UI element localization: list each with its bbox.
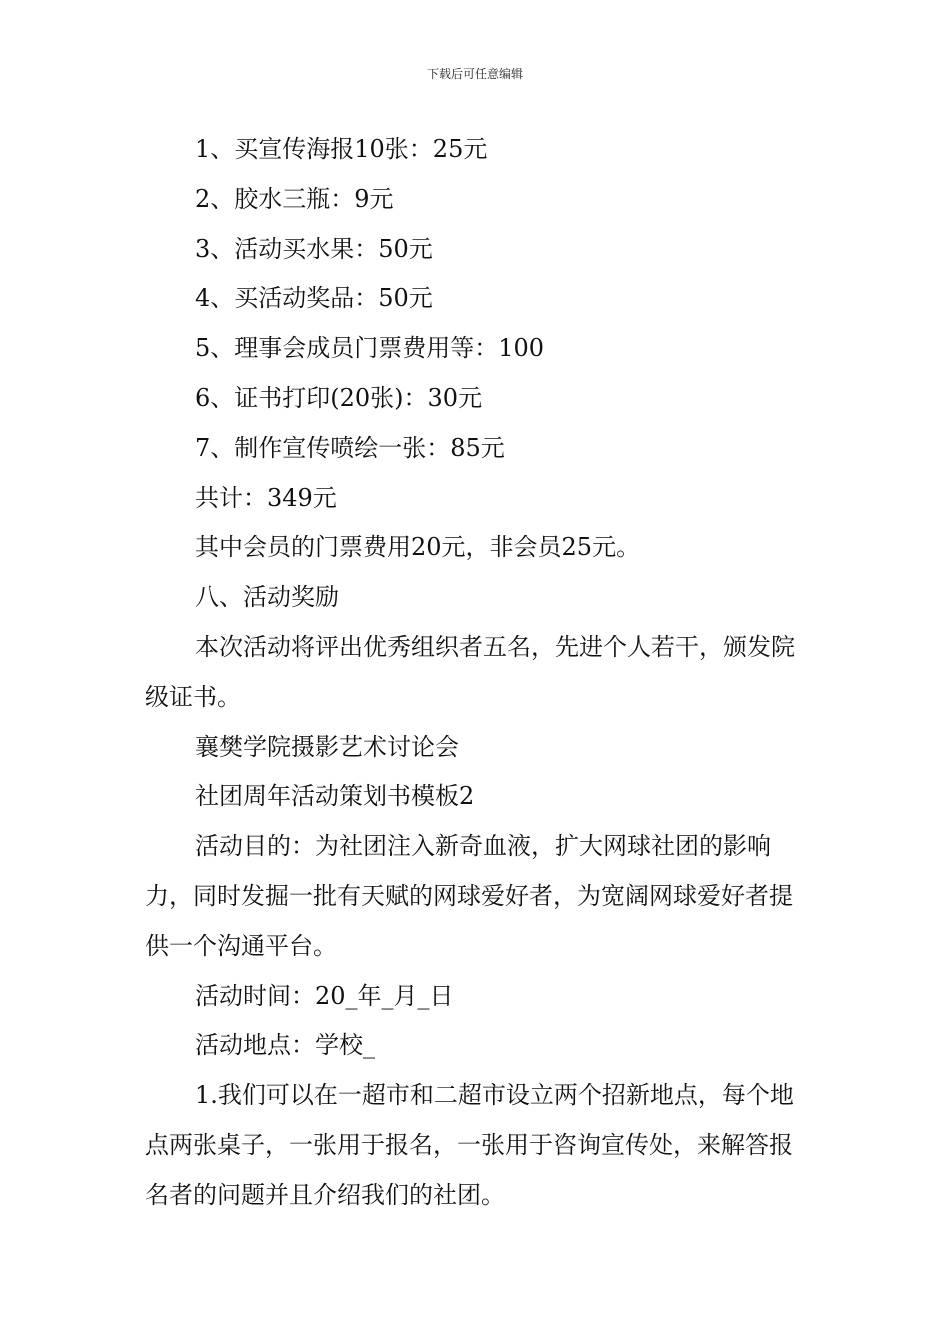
- rewards-paragraph: 本次活动将评出优秀组织者五名，先进个人若干，颁发院级证书。: [145, 632, 795, 711]
- recruitment-plan-1: 1.我们可以在一超市和二超市设立两个招新地点，每个地点两张桌子，一张用于报名，一张用于咨询宣传处，来解答报名者的问题并且介绍我们的社团。: [145, 1081, 794, 1209]
- budget-item-5: 5、理事会成员门票费用等：100: [195, 334, 545, 363]
- document-body: [145, 125, 807, 1221]
- budget-item-7: 7、制作宣传喷绘一张：85元: [195, 433, 505, 462]
- activity-time: 活动时间：20_年_月_日: [195, 981, 454, 1010]
- organizer-name: 襄樊学院摄影艺术讨论会: [195, 732, 459, 761]
- budget-item-3: 3、活动买水果：50元: [195, 234, 433, 263]
- ticket-fee-note: 其中会员的门票费用20元，非会员25元。: [195, 533, 641, 562]
- budget-total: 共计：349元: [195, 483, 337, 512]
- budget-item-1: 1、买宣传海报10张：25元: [195, 135, 488, 163]
- activity-purpose: 活动目的：为社团注入新奇血液，扩大网球社团的影响力，同时发掘一批有天赋的网球爱好者，为宽阔网球爱好者提供一个沟通平台。: [145, 832, 793, 960]
- template-title: 社团周年活动策划书模板2: [195, 782, 475, 811]
- budget-item-6: 6、证书打印(20张)：30元: [195, 383, 483, 412]
- page-header: 下载后可任意编辑: [426, 67, 523, 81]
- budget-item-4: 4、买活动奖品：50元: [195, 284, 433, 313]
- section-heading-rewards: 八、活动奖励: [195, 583, 339, 612]
- budget-item-2: 2、胶水三瓶：9元: [195, 184, 394, 213]
- activity-location: 活动地点：学校_: [195, 1031, 375, 1060]
